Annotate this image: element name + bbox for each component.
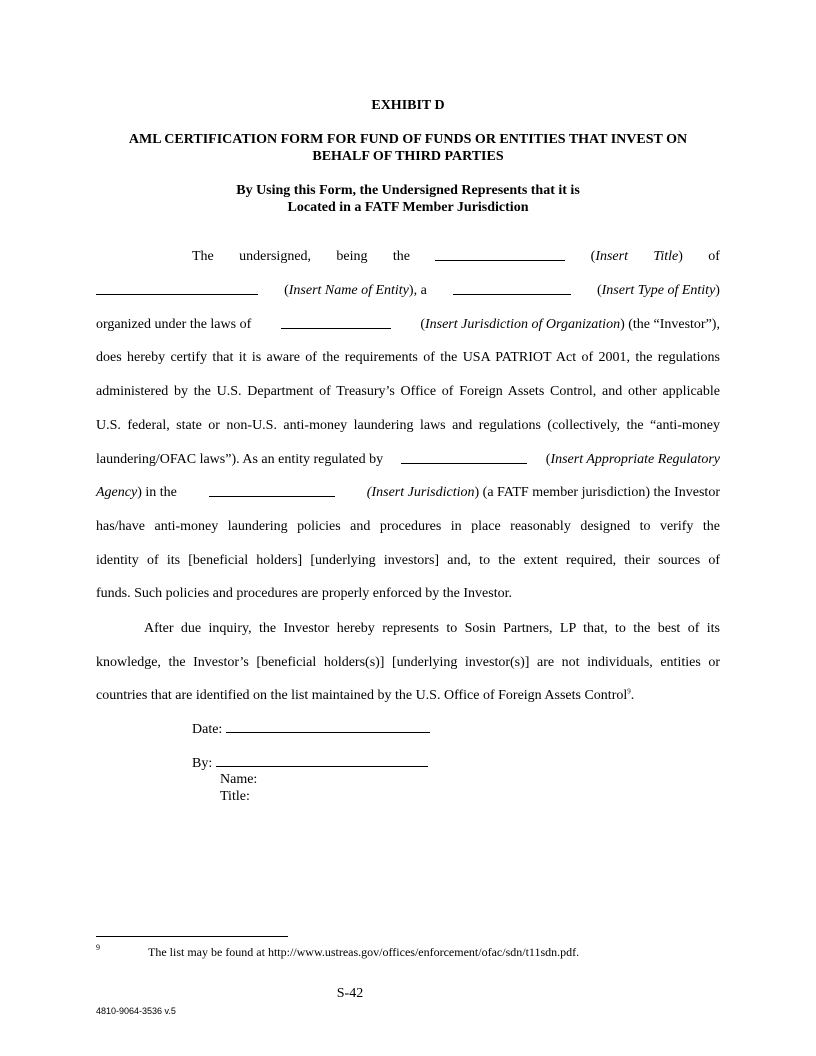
entity-name-blank[interactable]	[96, 282, 258, 295]
date-line	[192, 720, 492, 738]
date-blank[interactable]	[226, 720, 430, 733]
by-label: By:	[192, 756, 213, 771]
para1-line7: laundering/OFAC laws”). As an entity regulated by (Insert Appropriate Regulatory	[96, 452, 720, 467]
signature-blank[interactable]	[216, 754, 428, 767]
exhibit-heading: EXHIBIT D	[371, 98, 445, 113]
date-label: Date:	[192, 722, 223, 737]
form-title-line1: AML CERTIFICATION FORM FOR FUND OF FUNDS OR ENTITIES THAT INVEST ON	[128, 132, 688, 147]
title-label: Title:	[220, 789, 250, 804]
footnote-text: The list may be found at http://www.ustreas.gov/offices/enforcement/ofac/sdn/t11sdn.pdf.	[148, 945, 580, 959]
para1-line4: does hereby certify that it is aware of the requirements of the USA PATRIOT Act of 2001, the regulations	[96, 350, 720, 365]
para1-line5: administered by the U.S. Department of Treasury’s Office of Foreign Assets Control, and other applicable	[96, 384, 720, 399]
footnote-reference[interactable]: 9	[627, 687, 631, 696]
doc-id: 4810-9064-3536 v.5	[96, 1006, 176, 1016]
para2-line2: knowledge, the Investor’s [beneficial holders(s)] [underlying investor(s)] are not individuals, entities or	[96, 655, 720, 670]
regulator-jurisdiction-blank[interactable]	[209, 484, 335, 497]
para2-line1: After due inquiry, the Investor hereby represents to Sosin Partners, LP that, to the best of its	[144, 621, 720, 636]
para1-line6: U.S. federal, state or non-U.S. anti-money laundering laws and regulations (collectively, the “anti-money	[96, 418, 720, 433]
para2-line3: countries that are identified on the list maintained by the U.S. Office of Foreign Assets Control$^9$.	[96, 687, 635, 703]
jurisdiction-blank[interactable]	[281, 316, 391, 329]
entity-type-blank[interactable]	[453, 282, 571, 295]
footnote-number: 9	[96, 943, 100, 952]
form-subtitle	[96, 182, 720, 216]
form-title-line2: BEHALF OF THIRD PARTIES	[312, 149, 504, 164]
para1-line10: identity of its [beneficial holders] [underlying investors] and, to the extent required, their sources of	[96, 553, 720, 568]
regulatory-agency-blank[interactable]	[401, 451, 527, 464]
form-subtitle-line2: Located in a FATF Member Jurisdiction	[287, 200, 529, 215]
form-subtitle-line1: By Using this Form, the Undersigned Represents that it is	[236, 183, 580, 198]
form-title	[96, 131, 720, 165]
by-line	[192, 754, 492, 772]
para1-line11: funds. Such policies and procedures are properly enforced by the Investor.	[96, 586, 512, 601]
name-label: Name:	[220, 772, 258, 787]
title-blank[interactable]	[435, 248, 565, 261]
para1-line8: Agency) in the (Insert Jurisdiction) (a FATF member jurisdiction) the Investor	[96, 485, 720, 500]
para1-line9: has/have anti-money laundering policies and procedures in place reasonably designed to verify the	[96, 519, 720, 534]
para1-line1: The undersigned, being the (Insert Title) of	[192, 249, 720, 264]
para1-line2: (Insert Name of Entity), a (Insert Type of Entity)	[96, 282, 720, 300]
para1-line3: organized under the laws of (Insert Jurisdiction of Organization) (the “Investor”),	[96, 317, 720, 332]
footnote-divider	[96, 936, 288, 937]
page-number: S-42	[336, 986, 364, 1001]
